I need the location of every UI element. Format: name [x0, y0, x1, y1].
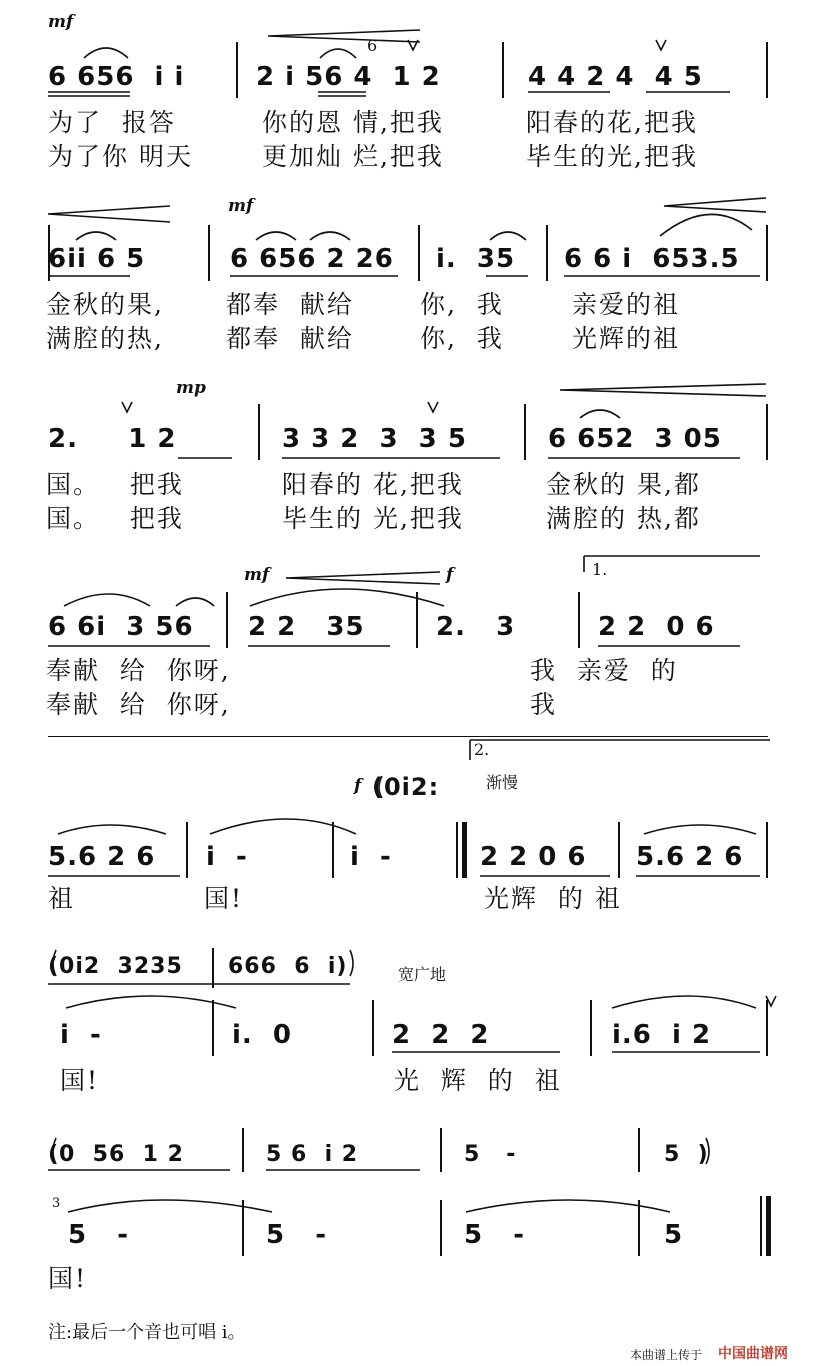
notes-measure: i. 0	[232, 1020, 292, 1050]
instrumental-line: (0 56 1 2	[48, 1142, 184, 1167]
lyrics-line: 奉献 给 你呀,	[46, 656, 231, 685]
lyrics-line: 你, 我	[420, 324, 504, 353]
slur	[320, 49, 356, 58]
notes-measure: 6 6i 3 56	[48, 612, 194, 642]
notes-measure: 6 656 i i	[48, 62, 185, 92]
lyrics-line: 满腔的 热,都	[546, 504, 701, 533]
dynamic-mf: mf	[48, 12, 74, 32]
notes-measure: 4 4 2 4 4 5	[528, 62, 703, 92]
volta-bracket	[584, 556, 760, 572]
lyrics-line: 光辉的祖	[572, 324, 681, 353]
lyrics-line: 国!	[60, 1066, 100, 1095]
notes-measure: 6 656 2 26	[230, 244, 394, 274]
notes-measure: 5	[664, 1220, 684, 1250]
notes-measure: 6 652 3 05	[548, 424, 722, 454]
notes-measure: 2. 3	[436, 612, 516, 642]
dynamic-mf: mf	[228, 196, 254, 216]
grace-note: 6	[367, 36, 378, 55]
notes-measure: 5.6 2 6	[636, 842, 744, 872]
notes-measure: 6 6 i 653.5	[564, 244, 740, 274]
lyrics-line: 都奉 献给	[226, 290, 354, 319]
upload-credit: 本曲谱上传于	[630, 1348, 703, 1362]
notes-measure: i -	[206, 842, 248, 872]
breath-mark	[766, 996, 776, 1006]
volta-2: 2.	[474, 740, 490, 759]
lyrics-line: 阳春的 花,把我	[282, 470, 464, 499]
lyrics-line: 国。 把我	[46, 504, 184, 533]
lyrics-line: 我 亲爱 的	[530, 656, 678, 685]
notes-measure: 5.6 2 6	[48, 842, 156, 872]
lyrics-line: 为了你 明天	[48, 142, 193, 171]
breath-mark	[428, 402, 438, 412]
lyrics-line: 光辉 的 祖	[484, 884, 622, 913]
notes-measure: 2 2 0 6	[480, 842, 587, 872]
notes-measure: i -	[350, 842, 392, 872]
lyrics-line: 都奉 献给	[226, 324, 354, 353]
volta-1: 1.	[592, 560, 608, 579]
lyrics-line: 祖	[48, 884, 76, 913]
dynamic-f: f	[354, 776, 362, 796]
instrumental-line: 5 -	[464, 1142, 517, 1167]
lyrics-line: 毕生的 光,把我	[282, 504, 464, 533]
dynamic-mp: mp	[176, 378, 206, 398]
notes-measure: i. 35	[436, 244, 516, 274]
lyrics-line: 金秋的 果,都	[546, 470, 701, 499]
lyrics-line: 光 辉 的 祖	[394, 1066, 562, 1095]
notes-measure: i.6 i 2	[612, 1020, 712, 1050]
volta-bracket	[470, 740, 770, 760]
notes-measure: 3 3 2 3 3 5	[282, 424, 467, 454]
lyrics-line: 国。 把我	[46, 470, 184, 499]
notes-measure: 5 -	[68, 1220, 130, 1250]
lyrics-line: 更加灿 烂,把我	[262, 142, 444, 171]
instrumental-line: (0i2 3235	[48, 954, 183, 979]
lyrics-line: 阳春的花,把我	[526, 108, 698, 137]
instrumental-line: 5 6 i 2	[266, 1142, 359, 1167]
site-logo: 中国曲谱网	[718, 1345, 788, 1361]
slur	[84, 48, 128, 58]
notes-measure: 6ii 6 5	[48, 244, 146, 274]
notes-measure: 2 i 56 4 1 2	[256, 62, 441, 92]
decrescendo-hairpin	[268, 30, 420, 42]
footnote: 注:最后一个音也可唱 i。	[48, 1322, 246, 1343]
lyrics-line: 奉献 给 你呀,	[46, 690, 231, 719]
lyrics-line: 为了 报答	[48, 108, 176, 137]
lyrics-line: 你, 我	[420, 290, 504, 319]
notes-measure: 2 2 2	[392, 1020, 490, 1050]
instrumental-intro: (0i2:	[372, 773, 440, 801]
lyrics-line: 金秋的果,	[46, 290, 164, 319]
notes-measure: 5 -	[464, 1220, 526, 1250]
breath-mark	[122, 402, 132, 412]
lyrics-line: 满腔的热,	[46, 324, 164, 353]
tempo-marking: 宽广地	[398, 965, 447, 984]
grace-note: 3	[52, 1196, 61, 1211]
lyrics-line: 国!	[204, 884, 244, 913]
notes-measure: 5 -	[266, 1220, 328, 1250]
notes-measure: 2 2 35	[248, 612, 365, 642]
instrumental-line: 5 )	[664, 1142, 709, 1167]
crescendo-hairpin	[48, 206, 170, 222]
lyrics-line: 我	[530, 690, 558, 719]
dynamic-f: f	[446, 565, 454, 585]
notes-measure: i -	[60, 1020, 102, 1050]
notes-measure: 2 2 0 6	[598, 612, 715, 642]
notes-measure: 2. 1 2	[48, 424, 177, 454]
lyrics-line: 国!	[48, 1264, 88, 1293]
lyrics-line: 你的恩 情,把我	[262, 108, 444, 137]
instrumental-line: 666 6 i)	[228, 954, 348, 979]
tempo-marking: 渐慢	[486, 773, 519, 792]
dynamic-mf: mf	[244, 565, 270, 585]
lyrics-line: 毕生的光,把我	[526, 142, 698, 171]
breath-mark	[656, 40, 666, 50]
hairpin	[286, 572, 440, 584]
lyrics-line: 亲爱的祖	[572, 290, 681, 319]
